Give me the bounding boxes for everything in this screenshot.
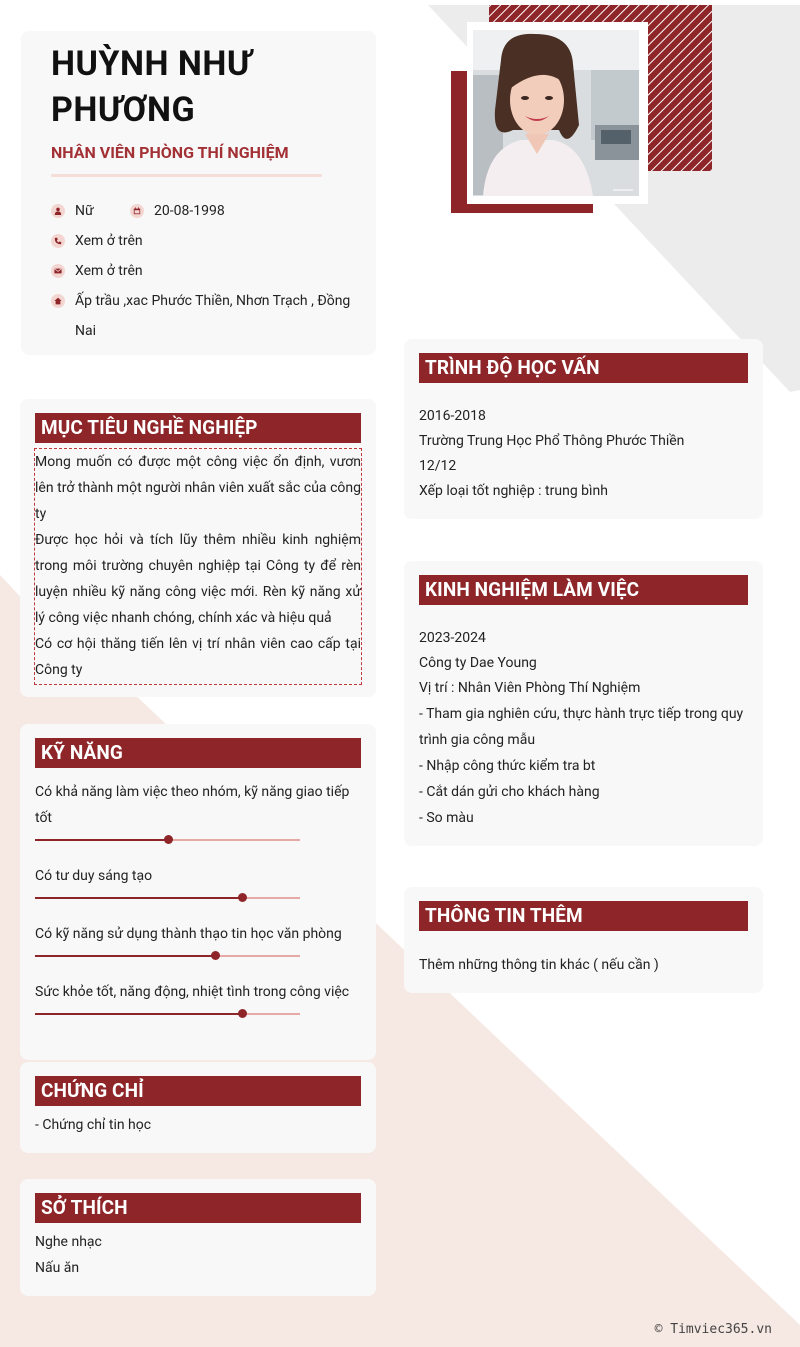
experience-line: - So màu [419, 810, 474, 826]
objective-line: Được học hỏi và tích lũy thêm nhiều kinh nghiệm trong môi trường chuyên nghiệp tại Công ty để rèn luyện nhiều kỹ năng công việc mới. Rèn kỹ năng xử lý công việc nhanh chóng, chính xác và hiệu quả [35, 532, 361, 626]
education-title: TRÌNH ĐỘ HỌC VẤN [419, 353, 748, 383]
skill-level-dot [238, 893, 247, 902]
experience-line: 2023-2024 [419, 630, 486, 646]
skill-fill [35, 839, 168, 841]
phone-value: Xem ở trên [75, 233, 143, 249]
skills-title: KỸ NĂNG [35, 738, 361, 768]
certificates-title: CHỨNG CHỈ [35, 1076, 361, 1106]
skill-bar [35, 839, 300, 841]
home-icon [51, 294, 65, 308]
email-icon [51, 264, 65, 278]
skill-level-dot [238, 1009, 247, 1018]
job-title: NHÂN VIÊN PHÒNG THÍ NGHIỆM [51, 143, 289, 162]
education-section [404, 339, 763, 519]
experience-title: KINH NGHIỆM LÀM VIỆC [419, 575, 748, 605]
certificate-item: - Chứng chỉ tin học [35, 1117, 152, 1133]
skill-fill [35, 897, 242, 899]
skill-level-dot [164, 835, 173, 844]
skill-item [35, 921, 355, 957]
hobby-item: Nghe nhạc [35, 1234, 102, 1250]
objective-line: Có cơ hội thăng tiến lên vị trí nhân viên cao cấp tại Công ty [35, 636, 361, 678]
phone-icon [51, 234, 65, 248]
person-icon [51, 204, 65, 218]
calendar-icon [130, 204, 144, 218]
skill-item [35, 863, 355, 899]
education-line: Trường Trung Học Phổ Thông Phước Thiền [419, 433, 685, 449]
skill-bar [35, 897, 300, 899]
skill-label: Có khả năng làm việc theo nhóm, kỹ năng giao tiếp tốt [35, 784, 350, 826]
certificates-section [20, 1062, 376, 1153]
skill-item [35, 779, 355, 841]
candidate-name: HUỲNH NHƯ PHƯƠNG [51, 44, 252, 130]
email-value: Xem ở trên [75, 263, 143, 279]
hobbies-section [20, 1179, 376, 1296]
skill-bar [35, 955, 300, 957]
objective-line: Mong muốn có được một công việc ổn định, vươn lên trở thành một người nhân viên xuất sắc của công ty [35, 454, 361, 522]
skill-label: Có kỹ năng sử dụng thành thạo tin học văn phòng [35, 926, 342, 942]
extra-info-line: Thêm những thông tin khác ( nếu cần ) [419, 957, 659, 973]
experience-line: Vị trí : Nhân Viên Phòng Thí Nghiệm [419, 680, 641, 696]
skill-bar [35, 1013, 300, 1015]
extra-info-section [404, 887, 763, 993]
extra-info-title: THÔNG TIN THÊM [419, 901, 748, 931]
skill-item [35, 979, 355, 1015]
education-line: 2016-2018 [419, 408, 486, 424]
education-line: 12/12 [419, 458, 457, 474]
skill-fill [35, 1013, 242, 1015]
experience-section [404, 561, 763, 846]
skill-level-dot [211, 951, 220, 960]
skill-label: Có tư duy sáng tạo [35, 868, 153, 884]
experience-line: Công ty Dae Young [419, 655, 537, 671]
education-line: Xếp loại tốt nghiệp : trung bình [419, 483, 608, 499]
address-value: Ấp trầu ,xac Phước Thiền, Nhơn Trạch , Đồng Nai [75, 293, 351, 339]
objective-title: MỤC TIÊU NGHỀ NGHIỆP [35, 413, 361, 443]
profile-card [21, 31, 376, 355]
experience-line: - Tham gia nghiên cứu, thực hành trực tiếp trong quy trình gia công mẫu [419, 706, 744, 748]
hobby-item: Nấu ăn [35, 1260, 80, 1276]
birthdate-value: 20-08-1998 [154, 203, 225, 219]
profile-photo [473, 30, 639, 196]
skill-fill [35, 955, 215, 957]
objective-section [20, 399, 376, 697]
experience-line: - Nhập công thức kiểm tra bt [419, 758, 596, 774]
skill-label: Sức khỏe tốt, năng động, nhiệt tình trong công việc [35, 984, 350, 1000]
footer-credit: © Timviec365.vn [654, 1322, 772, 1337]
hobbies-title: SỞ THÍCH [35, 1193, 361, 1223]
gender-value: Nữ [75, 203, 94, 219]
experience-line: - Cắt dán gửi cho khách hàng [419, 784, 600, 800]
profile-photo-frame [467, 22, 648, 204]
title-underline [51, 174, 322, 177]
skills-section [20, 724, 376, 1060]
objective-content-box [34, 448, 362, 685]
